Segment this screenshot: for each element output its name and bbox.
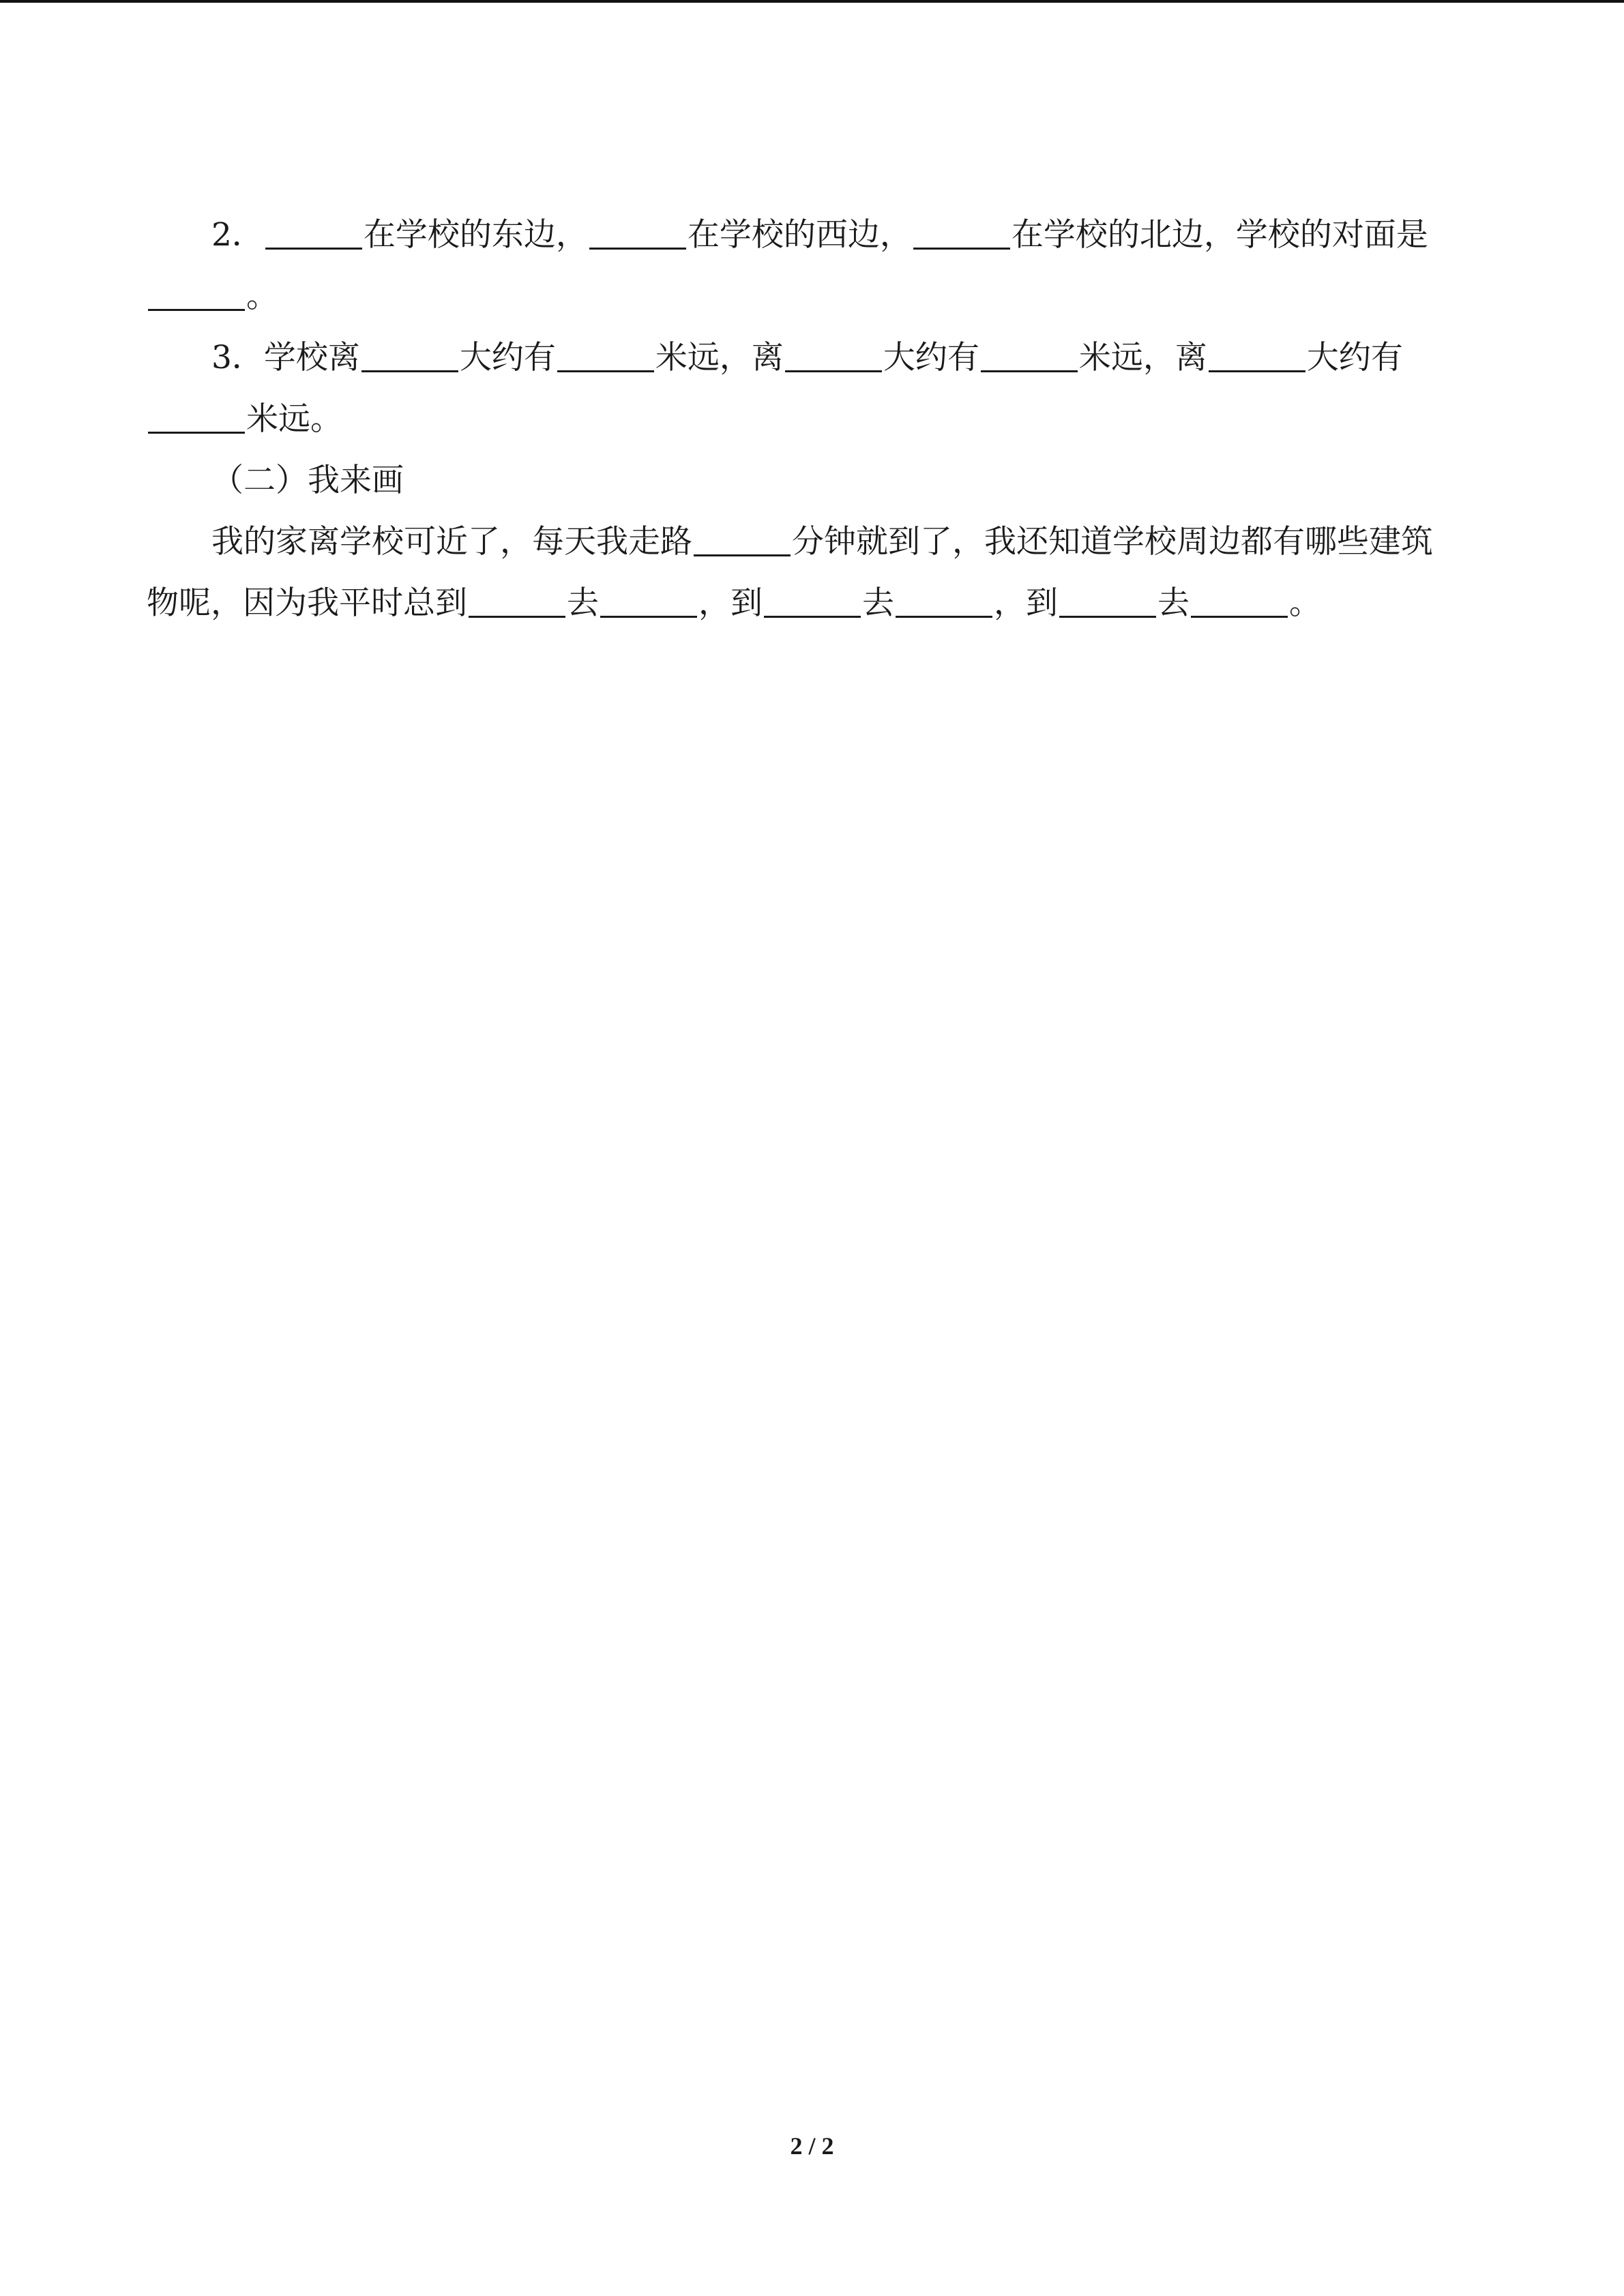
question-3-line-1 <box>147 327 1470 389</box>
question-3-text: 大约有 <box>883 339 979 376</box>
fill-blank[interactable] <box>148 277 245 311</box>
paragraph-text: ，到 <box>698 584 763 622</box>
paragraph-text: 分钟就到了，我还知道学校周边都有哪些建筑 <box>792 523 1433 561</box>
question-3-number: 3． <box>211 339 264 376</box>
paragraph-text: 去 <box>1157 584 1190 622</box>
paragraph-text: 。 <box>1289 584 1321 622</box>
section-heading-text: （二）我来画 <box>211 462 404 499</box>
fill-blank[interactable] <box>600 584 697 618</box>
section-2-heading <box>147 450 1470 511</box>
question-2-text: 在学校的北边，学校的对面是 <box>1011 216 1428 254</box>
fill-blank[interactable] <box>1191 584 1288 618</box>
fill-blank[interactable] <box>1059 584 1156 618</box>
fill-blank[interactable] <box>913 215 1010 250</box>
fill-blank[interactable] <box>764 584 861 618</box>
fill-blank[interactable] <box>557 338 654 372</box>
question-3-line-2 <box>147 389 1470 450</box>
fill-blank[interactable] <box>148 400 245 434</box>
top-border <box>0 0 1624 3</box>
fill-blank[interactable] <box>361 338 458 372</box>
page-number: 2 / 2 <box>790 2132 834 2160</box>
question-3-text: 大约有 <box>459 339 556 376</box>
question-2-text: 在学校的西边， <box>687 216 912 254</box>
paragraph-text: 物呢，因为我平时总到 <box>147 584 467 622</box>
question-2-text: 。 <box>246 278 278 315</box>
paragraph-text: 我的家离学校可近了，每天我走路 <box>211 523 692 561</box>
paragraph-text: ，到 <box>994 584 1058 622</box>
question-3-text: 米远，离 <box>655 339 784 376</box>
question-3-text: 米远，离 <box>1078 339 1207 376</box>
fill-blank[interactable] <box>785 338 882 372</box>
question-3-text: 大约有 <box>1306 339 1403 376</box>
paragraph-text: 去 <box>862 584 894 622</box>
paragraph-text: 去 <box>567 584 599 622</box>
question-2-number: 2． <box>211 216 264 254</box>
paragraph-line-2 <box>147 573 1470 634</box>
question-2-line-1 <box>147 205 1470 266</box>
question-2-line-2 <box>147 266 1470 327</box>
fill-blank[interactable] <box>265 215 362 250</box>
fill-blank[interactable] <box>896 584 992 618</box>
question-3-text: 学校离 <box>263 339 360 376</box>
fill-blank[interactable] <box>694 522 791 556</box>
fill-blank[interactable] <box>1209 338 1305 372</box>
fill-blank[interactable] <box>589 215 686 250</box>
fill-blank[interactable] <box>469 584 565 618</box>
fill-blank[interactable] <box>981 338 1078 372</box>
question-2-text: 在学校的东边， <box>363 216 588 254</box>
paragraph-line-1 <box>147 511 1470 573</box>
question-3-text: 米远。 <box>246 400 342 438</box>
worksheet-content <box>147 205 1470 634</box>
